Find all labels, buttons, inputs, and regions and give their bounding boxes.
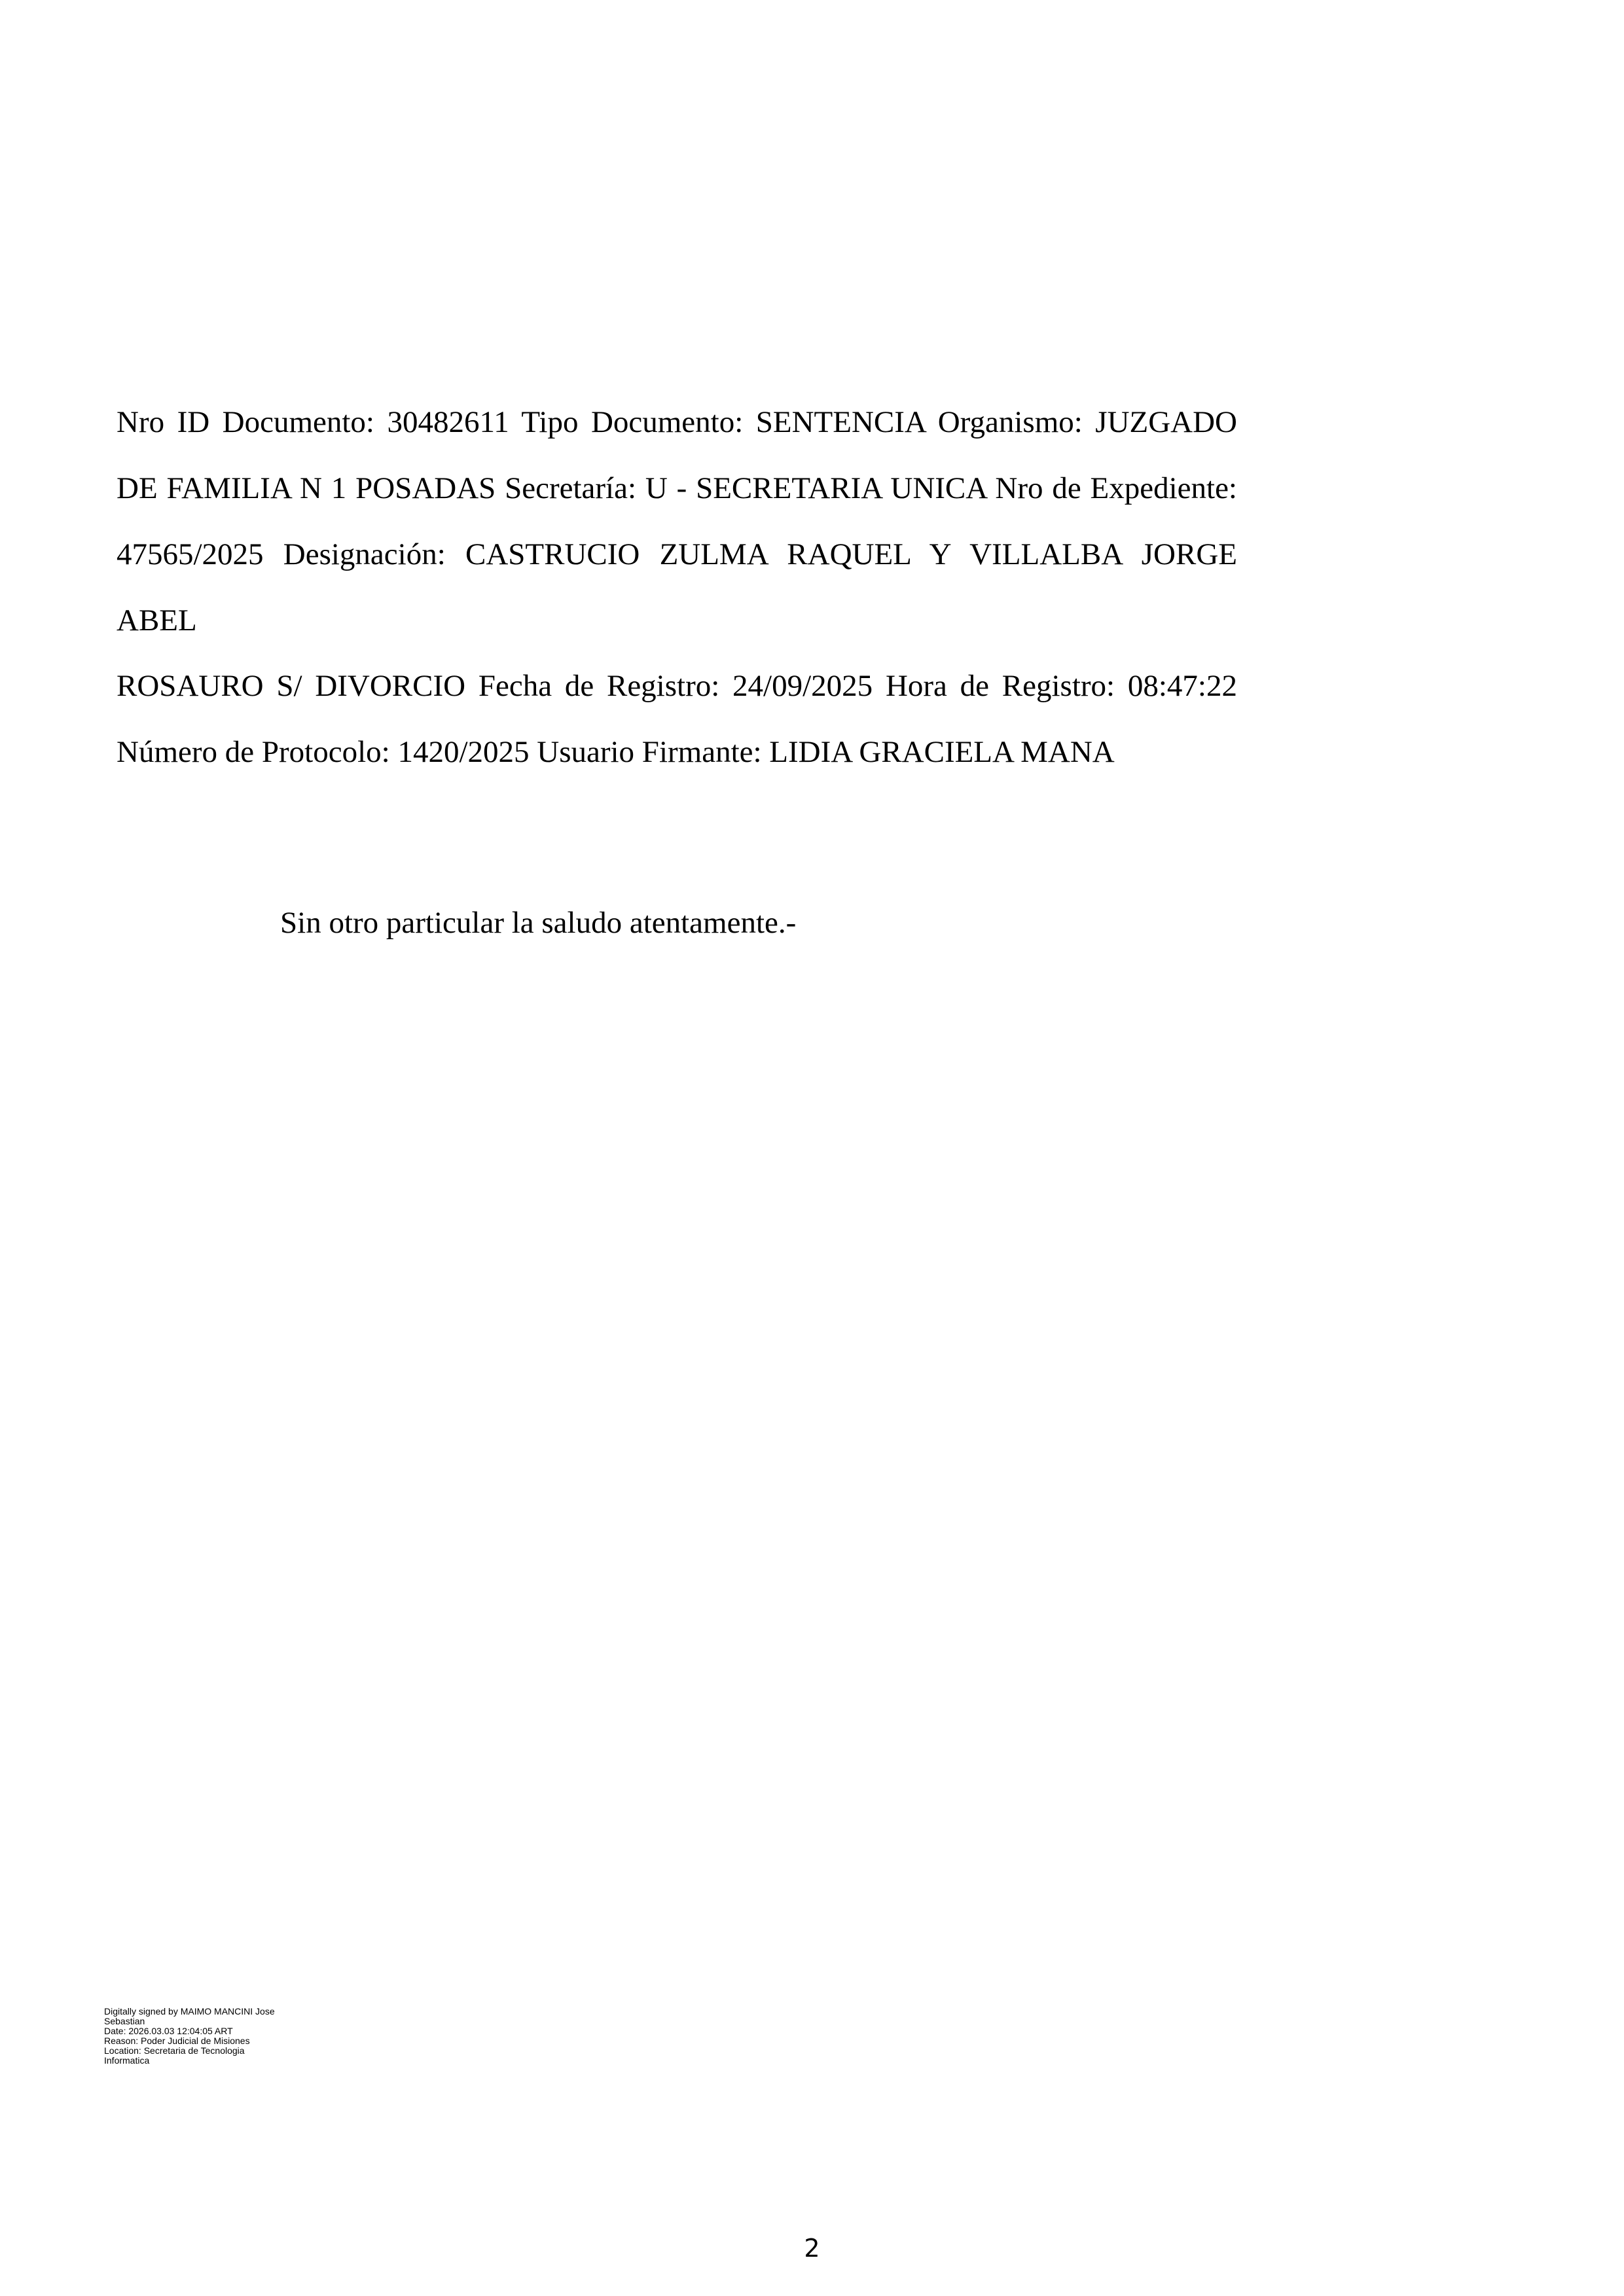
document-metadata-paragraph: Nro ID Documento: 30482611 Tipo Documento: SENTENCIA Organismo: JUZGADO DE FAMILIA N 1 POSADAS Secretaría: U - SECRETARIA UNICA Nro de Expediente: 47565/2025 Designación: CASTRUCIO ZULMA RAQUEL Y VILLALBA JORGE ABEL: [117, 405, 1237, 637]
closing-salutation: Sin otro particular la saludo atentamente.-: [280, 906, 797, 940]
signature-line: Informatica: [104, 2055, 150, 2066]
digital-signature-block: [104, 2007, 340, 2066]
signature-reason: Reason: Poder Judicial de Misiones: [104, 2036, 250, 2046]
signature-location: Location: Secretaria de Tecnologia: [104, 2045, 245, 2056]
page-number: 2: [804, 2234, 820, 2263]
signature-line: Digitally signed by MAIMO MANCINI Jose: [104, 2006, 275, 2017]
signature-date: Date: 2026.03.03 12:04:05 ART: [104, 2026, 233, 2036]
document-registry-paragraph: ROSAURO S/ DIVORCIO Fecha de Registro: 24/09/2025 Hora de Registro: 08:47:22 Número de Protocolo: 1420/2025 Usuario Firmante: LIDIA GRACIELA MANA: [117, 669, 1237, 769]
signature-line: Sebastian: [104, 2016, 145, 2026]
